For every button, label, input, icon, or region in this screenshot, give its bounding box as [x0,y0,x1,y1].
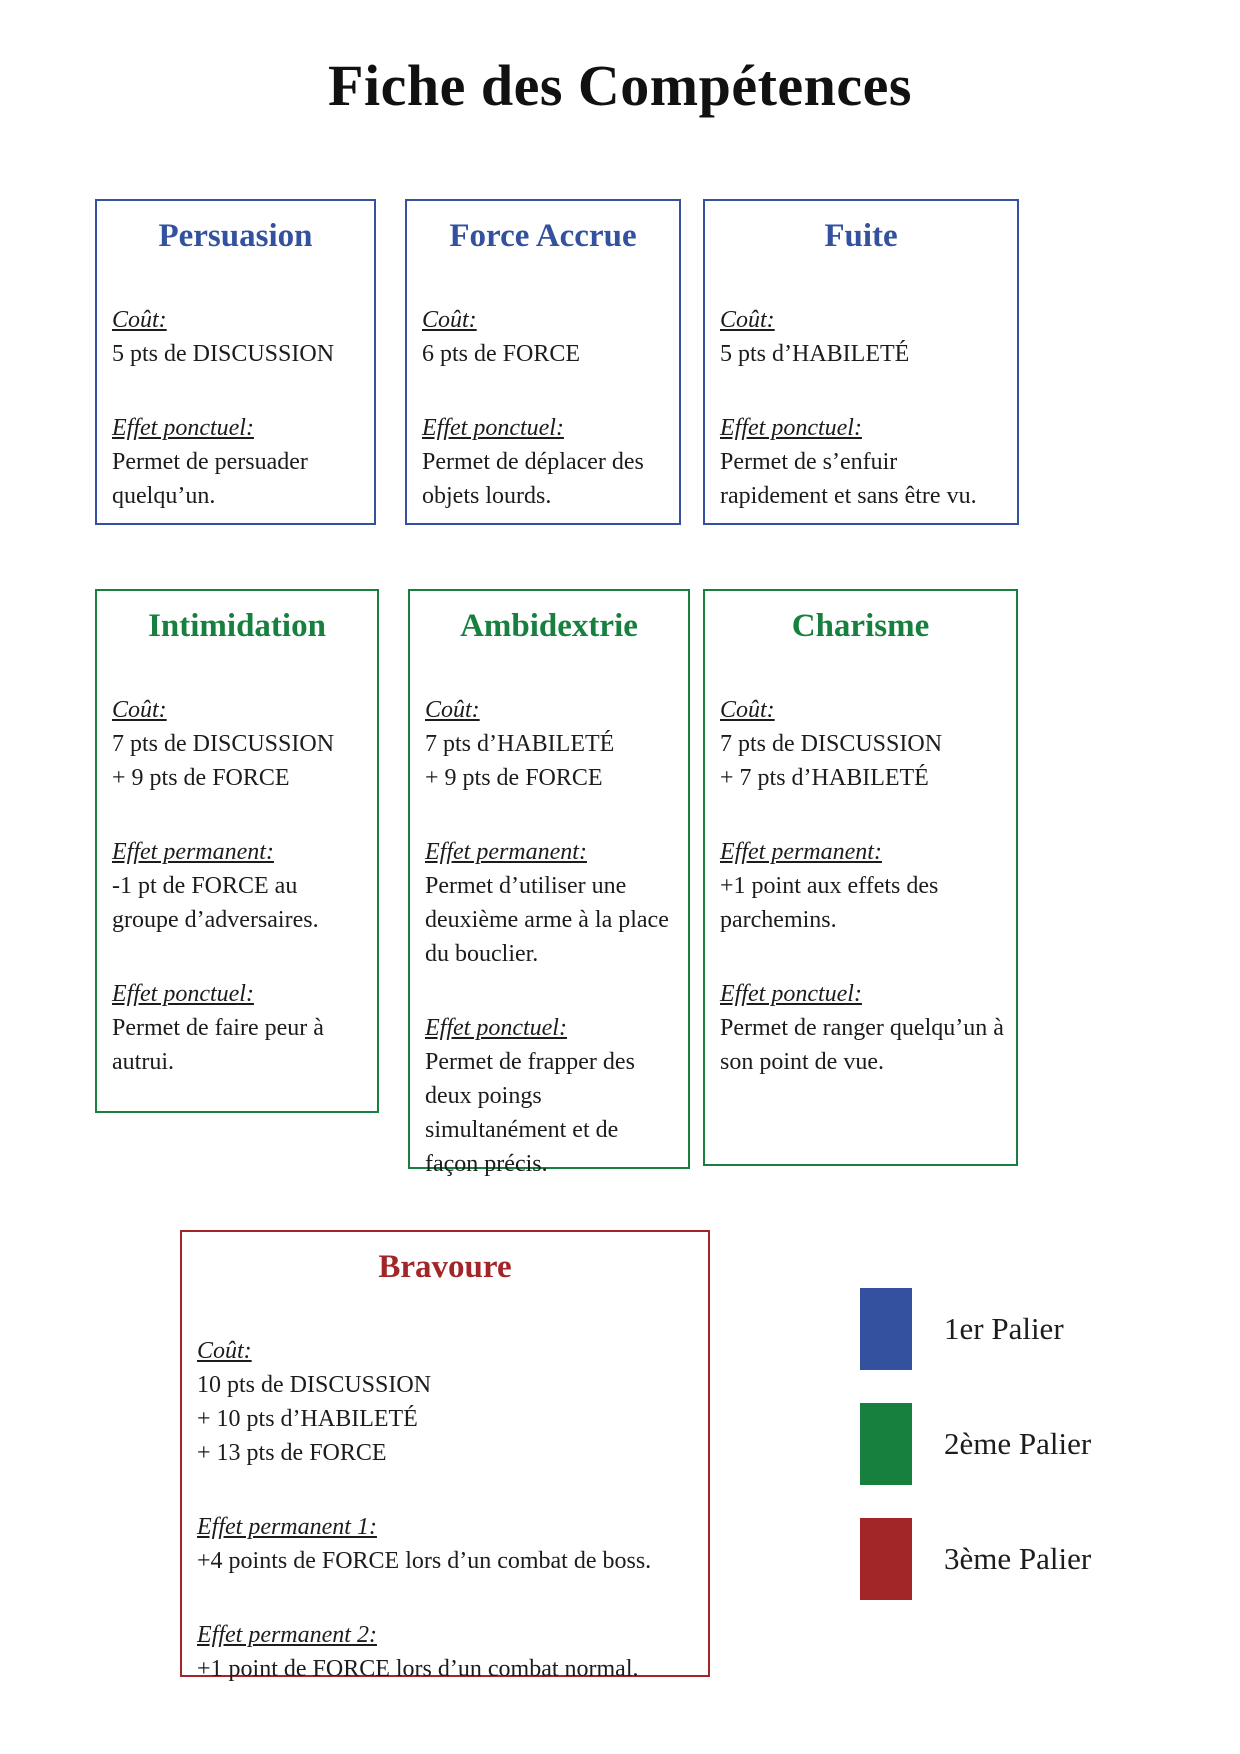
permanent-effect-section [112,835,365,937]
legend-label: 3ème Palier [944,1541,1092,1576]
section-label: Effet ponctuel: [720,981,862,1007]
card-body [182,1334,708,1686]
tier3-color-swatch [860,1518,912,1600]
section-line: +1 point aux effets des parchemins. [720,873,939,933]
section-label: Effet ponctuel: [112,415,254,441]
section-line: Permet de faire peur à autrui. [112,1015,324,1075]
cost-section [112,303,362,371]
section-line: 7 pts de DISCUSSION [720,731,943,757]
card-body [705,303,1017,513]
permanent-effect-section [720,835,1004,937]
section-label: Coût: [112,697,167,723]
section-label: Effet ponctuel: [425,1015,567,1041]
section-line: 7 pts de DISCUSSION [112,731,335,757]
card-title: Charisme [791,608,930,644]
cost-section [422,303,667,371]
section-line: 10 pts de DISCUSSION [197,1372,432,1398]
card-title: Intimidation [148,608,326,644]
legend-item-tier1 [860,1288,1064,1370]
legend-item-tier2 [860,1403,1091,1485]
section-line: Permet de frapper des deux poings simultanément et de façon précis. [425,1049,635,1177]
legend-label: 1er Palier [944,1311,1064,1346]
section-label: Effet ponctuel: [112,981,254,1007]
card-title: Force Accrue [449,218,637,254]
section-line: + 9 pts de FORCE [112,765,290,791]
section-label: Coût: [720,307,775,333]
card-fuite [703,199,1019,525]
section-label: Coût: [422,307,477,333]
section-line: 5 pts d’HABILETÉ [720,341,910,367]
effect-section [720,411,1005,513]
section-line: Permet de ranger quelqu’un à son point de vue. [720,1015,1004,1075]
card-title: Bravoure [378,1249,512,1285]
section-line: 5 pts de DISCUSSION [112,341,335,367]
section-line: Permet de déplacer des objets lourds. [422,449,644,509]
section-line: Permet de s’enfuir rapidement et sans être vu. [720,449,977,509]
section-line: 7 pts d’HABILETÉ [425,731,615,757]
cost-section [720,303,1005,371]
permanent-effect-section [425,835,676,971]
effect-section [720,977,1004,1079]
section-label: Coût: [425,697,480,723]
cost-section [197,1334,696,1470]
section-label: Effet permanent 2: [197,1622,377,1648]
page-title: Fiche des Compétences [328,53,912,118]
section-label: Coût: [112,307,167,333]
section-label: Effet ponctuel: [422,415,564,441]
card-body [410,693,688,1181]
section-line: + 7 pts d’HABILETÉ [720,765,929,791]
section-line: +1 point de FORCE lors d’un combat normal. [197,1656,639,1682]
section-line: + 9 pts de FORCE [425,765,603,791]
permanent-effect-1-section [197,1510,696,1578]
effect-section [112,411,362,513]
legend-label: 2ème Palier [944,1426,1092,1461]
section-label: Effet permanent: [112,839,274,865]
section-label: Coût: [197,1338,252,1364]
card-body [97,303,374,513]
card-body [705,693,1016,1079]
legend-item-tier3 [860,1518,1091,1600]
card-ambidextrie [408,589,690,1177]
section-label: Effet permanent 1: [197,1514,377,1540]
section-line: Permet de persuader quelqu’un. [112,449,308,509]
permanent-effect-2-section [197,1618,696,1686]
section-line: +4 points de FORCE lors d’un combat de boss. [197,1548,652,1574]
section-label: Effet ponctuel: [720,415,862,441]
cost-section [425,693,676,795]
section-line: + 10 pts d’HABILETÉ [197,1406,418,1432]
card-title: Persuasion [158,218,313,254]
card-body [97,693,377,1079]
card-title: Fuite [824,218,898,254]
card-persuasion [95,199,376,525]
card-bravoure [180,1230,710,1682]
card-intimidation [95,589,379,1113]
section-line: + 13 pts de FORCE [197,1440,387,1466]
section-label: Effet permanent: [720,839,882,865]
card-force-accrue [405,199,681,525]
effect-section [422,411,667,513]
card-charisme [703,589,1018,1166]
tier2-color-swatch [860,1403,912,1485]
section-line: -1 pt de FORCE au groupe d’adversaires. [112,873,319,933]
section-line: Permet d’utiliser une deuxième arme à la place du bouclier. [425,873,669,967]
section-line: 6 pts de FORCE [422,341,581,367]
card-body [407,303,679,513]
section-label: Effet permanent: [425,839,587,865]
cost-section [720,693,1004,795]
card-title: Ambidextrie [460,608,638,644]
effect-section [425,1011,676,1181]
tier1-color-swatch [860,1288,912,1370]
cost-section [112,693,365,795]
section-label: Coût: [720,697,775,723]
effect-section [112,977,365,1079]
